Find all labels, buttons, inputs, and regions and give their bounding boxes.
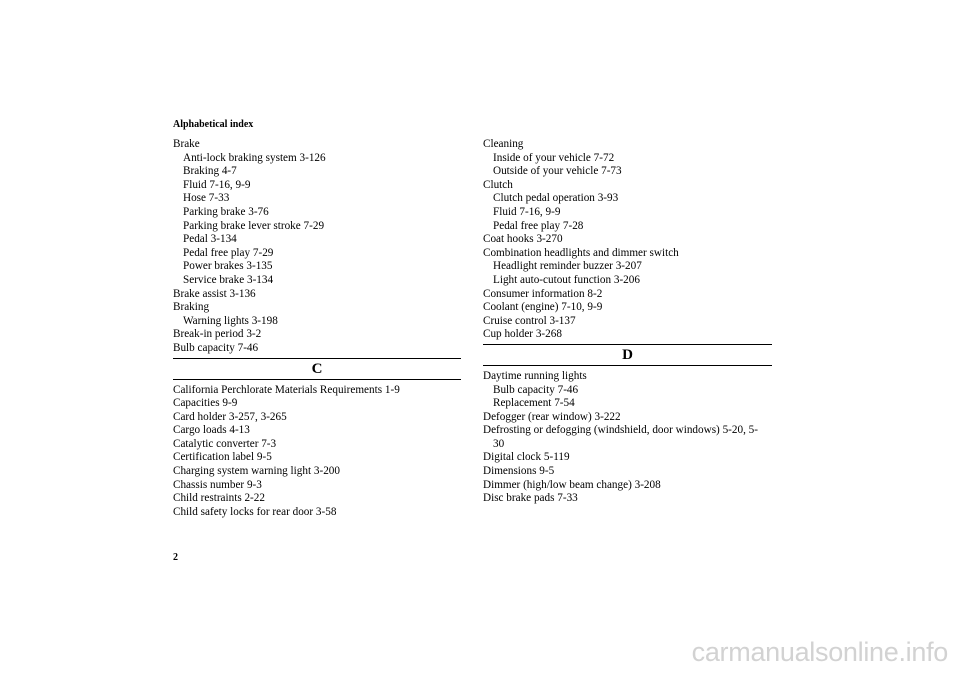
index-subentry: Fluid 7-16, 9-9 <box>183 178 251 191</box>
page-number: 2 <box>173 552 178 563</box>
index-entry: Coat hooks 3-270 <box>483 233 563 246</box>
index-entry: Dimmer (high/low beam change) 3-208 <box>483 478 661 491</box>
index-entry-list-b <box>173 138 461 356</box>
index-entry: California Perchlorate Materials Requirements 1-9 <box>173 383 400 396</box>
index-entry-list-c <box>173 384 461 520</box>
index-subentry: Headlight reminder buzzer 3-207 <box>493 260 642 273</box>
index-entry: Brake assist 3-136 <box>173 287 256 300</box>
index-subentry: Anti-lock braking system 3-126 <box>183 151 326 164</box>
index-subentry: Replacement 7-54 <box>493 397 575 410</box>
index-subentry: Bulb capacity 7-46 <box>493 383 579 396</box>
index-entry: Cargo loads 4-13 <box>173 424 250 437</box>
index-subentry: Power brakes 3-135 <box>183 260 273 273</box>
index-subentry: Parking brake lever stroke 7-29 <box>183 219 325 232</box>
index-entry: Brake <box>173 138 200 150</box>
watermark-text: carmanualsonline.info <box>691 637 948 667</box>
index-subentry: Outside of your vehicle 7-73 <box>493 165 622 178</box>
index-subentry: Warning lights 3-198 <box>183 314 278 327</box>
index-entry: Charging system warning light 3-200 <box>173 465 340 478</box>
index-entry: Braking <box>173 301 210 314</box>
index-entry: Digital clock 5-119 <box>483 451 570 464</box>
index-subentry: Hose 7-33 <box>183 192 230 205</box>
index-entry: Disc brake pads 7-33 <box>483 492 578 505</box>
section-heading-d: D <box>483 344 772 366</box>
index-entry: Defogger (rear window) 3-222 <box>483 410 621 423</box>
section-heading-c: C <box>173 358 461 380</box>
index-subentry: Service brake 3-134 <box>183 273 274 286</box>
index-entry-list-c-continued <box>483 138 772 342</box>
index-column-left <box>173 138 461 519</box>
index-entry: Cup holder 3-268 <box>483 328 562 341</box>
index-subentry: Light auto-cutout function 3-206 <box>493 273 640 286</box>
index-entry: Cleaning <box>483 138 524 150</box>
index-entry: Daytime running lights <box>483 369 587 382</box>
index-entry: Coolant (engine) 7-10, 9-9 <box>483 301 603 314</box>
index-entry: Dimensions 9-5 <box>483 465 555 478</box>
index-subentry: Pedal free play 7-29 <box>183 246 274 259</box>
index-entry: Consumer information 8-2 <box>483 287 603 300</box>
index-entry: Catalytic converter 7-3 <box>173 437 277 450</box>
index-subentry: Fluid 7-16, 9-9 <box>493 205 561 218</box>
index-entry: Cruise control 3-137 <box>483 314 576 327</box>
index-subentry: 30 <box>493 437 505 450</box>
index-subentry: Pedal 3-134 <box>183 233 237 246</box>
index-subentry: Braking 4-7 <box>183 165 237 178</box>
index-entry: Card holder 3-257, 3-265 <box>173 410 287 423</box>
index-entry: Combination headlights and dimmer switch <box>483 246 679 259</box>
index-entry: Defrosting or defogging (windshield, door windows) 5-20, 5- <box>483 424 758 437</box>
index-subentry: Pedal free play 7-28 <box>493 219 584 232</box>
index-entry: Child restraints 2-22 <box>173 492 265 505</box>
index-entry: Certification label 9-5 <box>173 451 272 464</box>
index-entry-list-d <box>483 370 772 506</box>
index-subentry: Parking brake 3-76 <box>183 205 269 218</box>
index-subentry: Clutch pedal operation 3-93 <box>493 192 619 205</box>
index-entry: Capacities 9-9 <box>173 397 238 410</box>
index-column-right <box>483 138 772 506</box>
index-entry: Child safety locks for rear door 3-58 <box>173 505 337 518</box>
index-entry: Chassis number 9-3 <box>173 478 262 491</box>
index-entry: Bulb capacity 7-46 <box>173 341 259 354</box>
page-header-title: Alphabetical index <box>173 119 254 130</box>
index-entry: Clutch <box>483 178 513 191</box>
index-subentry: Inside of your vehicle 7-72 <box>493 151 615 164</box>
index-entry: Break-in period 3-2 <box>173 328 262 341</box>
